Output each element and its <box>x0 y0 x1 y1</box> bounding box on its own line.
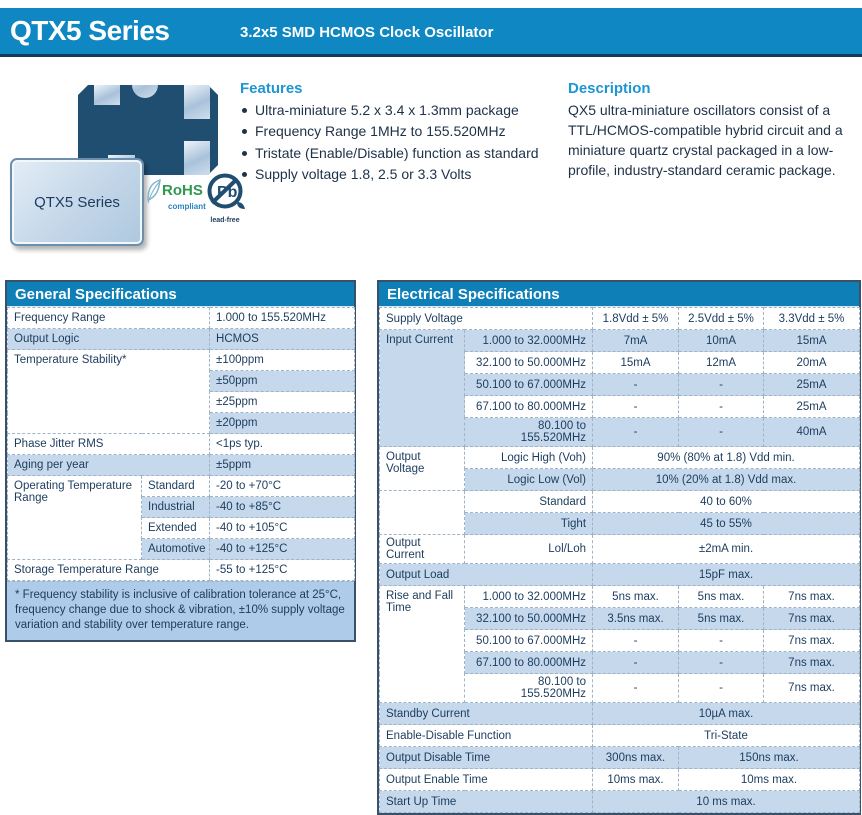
spec-label: Enable-Disable Function <box>380 725 593 747</box>
pb-lead-free-icon <box>202 172 248 224</box>
spec-label: Output Load <box>380 564 593 586</box>
spec-subcategory: Automotive <box>142 539 210 560</box>
spec-value: - <box>679 630 764 652</box>
spec-value: - <box>593 418 679 447</box>
electrical-specifications-table <box>377 280 861 815</box>
general-specs-grid <box>7 307 355 581</box>
spec-subcategory: 80.100 to 155.520MHz <box>465 674 593 703</box>
spec-value: <1ps typ. <box>210 434 355 455</box>
chip-marking: QTX5 Series <box>34 193 120 211</box>
page-title: QTX5 Series <box>10 15 170 46</box>
spec-label: Output Logic <box>8 329 210 350</box>
spec-label: Standby Current <box>380 703 593 725</box>
feature-item <box>240 101 562 120</box>
spec-subcategory: Logic Low (Vol) <box>465 469 593 491</box>
spec-value: 2.5Vdd ± 5% <box>679 308 764 330</box>
spec-value: 10mA <box>679 330 764 352</box>
spec-label: Output Voltage <box>380 447 465 491</box>
feature-text: Ultra-miniature 5.2 x 3.4 x 1.3mm package <box>255 102 519 118</box>
feature-text: Supply voltage 1.8, 2.5 or 3.3 Volts <box>255 165 472 182</box>
spec-value: ±25ppm <box>210 392 355 413</box>
bullet-icon <box>242 151 247 156</box>
spec-value: 7mA <box>593 330 679 352</box>
description-section <box>568 80 862 181</box>
page-header-bar <box>0 8 862 57</box>
spec-value: - <box>679 674 764 703</box>
spec-label: Output Disable Time <box>380 747 593 769</box>
spec-value: ±20ppm <box>210 413 355 434</box>
spec-value: -20 to +70°C <box>210 476 355 497</box>
spec-value: 5ns max. <box>679 608 764 630</box>
spec-value: 12mA <box>679 352 764 374</box>
description-heading: Description <box>568 80 651 97</box>
spec-value: ±100ppm <box>210 350 355 371</box>
spec-value: - <box>593 396 679 418</box>
spec-subcategory: 50.100 to 67.000MHz <box>465 630 593 652</box>
spec-label: Start Up Time <box>380 791 593 813</box>
spec-value: 1.000 to 155.520MHz <box>210 308 355 329</box>
spec-value: ±5ppm <box>210 455 355 476</box>
bullet-icon <box>242 129 247 134</box>
spec-value: -40 to +125°C <box>210 539 355 560</box>
spec-value: 10ms max. <box>593 769 679 791</box>
pb-crossed-circle-icon <box>204 172 246 214</box>
features-heading: Features <box>240 80 303 97</box>
spec-value: - <box>679 418 764 447</box>
oscillator-top-view <box>10 158 144 246</box>
spec-value: 7ns max. <box>764 652 860 674</box>
spec-value: 10ms max. <box>679 769 860 791</box>
spec-value: 40 to 60% <box>593 491 860 513</box>
spec-value: 7ns max. <box>764 608 860 630</box>
spec-subcategory: Logic High (Voh) <box>465 447 593 469</box>
spec-value: 15mA <box>764 330 860 352</box>
spec-subcategory: Standard <box>142 476 210 497</box>
spec-value: -40 to +105°C <box>210 518 355 539</box>
lead-free-label: lead-free <box>210 217 240 224</box>
solder-pad <box>94 85 120 105</box>
spec-subcategory: 67.100 to 80.000MHz <box>465 396 593 418</box>
spec-label: Storage Temperature Range <box>8 560 210 581</box>
bullet-icon <box>242 108 247 113</box>
general-specs-header: General Specifications <box>7 282 354 307</box>
spec-value: - <box>679 374 764 396</box>
spec-value: - <box>679 396 764 418</box>
spec-label: Output Current <box>380 535 465 564</box>
spec-label: Input Current <box>380 330 465 447</box>
spec-label: Frequency Range <box>8 308 210 329</box>
spec-value: 25mA <box>764 396 860 418</box>
spec-value: 15pF max. <box>593 564 860 586</box>
spec-value: - <box>593 652 679 674</box>
feature-item <box>240 144 562 163</box>
spec-value: 15mA <box>593 352 679 374</box>
spec-value: 10µA max. <box>593 703 860 725</box>
spec-subcategory: 1.000 to 32.000MHz <box>465 586 593 608</box>
feature-item <box>240 122 562 141</box>
electrical-specs-grid <box>379 307 860 813</box>
spec-value: 10 ms max. <box>593 791 860 813</box>
spec-value: 10% (20% at 1.8) Vdd max. <box>593 469 860 491</box>
rohs-label: RoHS <box>162 182 203 199</box>
spec-label: Operating Temperature Range <box>8 476 142 560</box>
spec-value: 1.8Vdd ± 5% <box>593 308 679 330</box>
spec-label: Aging per year <box>8 455 210 476</box>
spec-value: 7ns max. <box>764 630 860 652</box>
castellation-notch <box>132 85 158 98</box>
spec-value: - <box>679 652 764 674</box>
spec-subcategory: Industrial <box>142 497 210 518</box>
solder-pad <box>184 85 210 119</box>
spec-value: 300ns max. <box>593 747 679 769</box>
spec-value: -40 to +85°C <box>210 497 355 518</box>
spec-value: 45 to 55% <box>593 513 860 535</box>
product-image <box>8 70 246 258</box>
spec-subcategory: 32.100 to 50.000MHz <box>465 608 593 630</box>
spec-subcategory: 32.100 to 50.000MHz <box>465 352 593 374</box>
general-specifications-table <box>5 280 356 642</box>
spec-label: Phase Jitter RMS <box>8 434 210 455</box>
spec-subcategory: Lol/Loh <box>465 535 593 564</box>
spec-label: Rise and Fall Time <box>380 586 465 703</box>
svg-text:Pb: Pb <box>217 184 238 201</box>
spec-value: 5ns max. <box>593 586 679 608</box>
spec-value: 5ns max. <box>679 586 764 608</box>
electrical-specs-header: Electrical Specifications <box>379 282 859 307</box>
spec-value: 3.3Vdd ± 5% <box>764 308 860 330</box>
description-text: QX5 ultra-miniature oscillators consist of a TTL/HCMOS-compatible hybrid circuit and a miniature quartz crystal packaged in a low-profile, industry-standard ceramic package. <box>568 102 843 178</box>
spec-subcategory: 67.100 to 80.000MHz <box>465 652 593 674</box>
spec-value: Tri-State <box>593 725 860 747</box>
spec-value: 90% (80% at 1.8) Vdd min. <box>593 447 860 469</box>
spec-subcategory: 50.100 to 67.000MHz <box>465 374 593 396</box>
spec-value: 40mA <box>764 418 860 447</box>
spec-value: 7ns max. <box>764 674 860 703</box>
spec-subcategory: Tight <box>465 513 593 535</box>
spec-subcategory: 80.100 to 155.520MHz <box>465 418 593 447</box>
spec-value: - <box>593 630 679 652</box>
spec-value: HCMOS <box>210 329 355 350</box>
spec-value: ±50ppm <box>210 371 355 392</box>
spec-value: 3.5ns max. <box>593 608 679 630</box>
feature-text: Tristate (Enable/Disable) function as standard <box>255 144 539 161</box>
spec-subcategory: 1.000 to 32.000MHz <box>465 330 593 352</box>
spec-value: - <box>593 374 679 396</box>
spec-value: - <box>593 674 679 703</box>
spec-value: ±2mA min. <box>593 535 860 564</box>
spec-value: 20mA <box>764 352 860 374</box>
spec-label: Supply Voltage <box>380 308 593 330</box>
spec-value: 25mA <box>764 374 860 396</box>
spec-label: Output Enable Time <box>380 769 593 791</box>
solder-pad <box>184 141 210 175</box>
feature-text: Frequency Range 1MHz to 155.520MHz <box>255 123 506 140</box>
features-list <box>240 101 562 184</box>
spec-subcategory: Extended <box>142 518 210 539</box>
leaf-icon <box>146 178 162 204</box>
spec-label-empty <box>380 491 465 535</box>
features-section <box>240 80 562 186</box>
spec-label: Temperature Stability* <box>8 350 210 434</box>
page-subtitle: 3.2x5 SMD HCMOS Clock Oscillator <box>240 24 494 41</box>
rohs-logo <box>146 178 206 211</box>
spec-subcategory: Standard <box>465 491 593 513</box>
spec-value: 150ns max. <box>679 747 860 769</box>
feature-item <box>240 165 562 184</box>
stability-footnote: * Frequency stability is inclusive of calibration tolerance at 25°C, frequency change due to shock & vibration, ±10% supply voltage variation and stability over temperature range. <box>7 581 354 640</box>
spec-value: 7ns max. <box>764 586 860 608</box>
rohs-compliant-label: compliant <box>168 202 206 211</box>
spec-value: -55 to +125°C <box>210 560 355 581</box>
